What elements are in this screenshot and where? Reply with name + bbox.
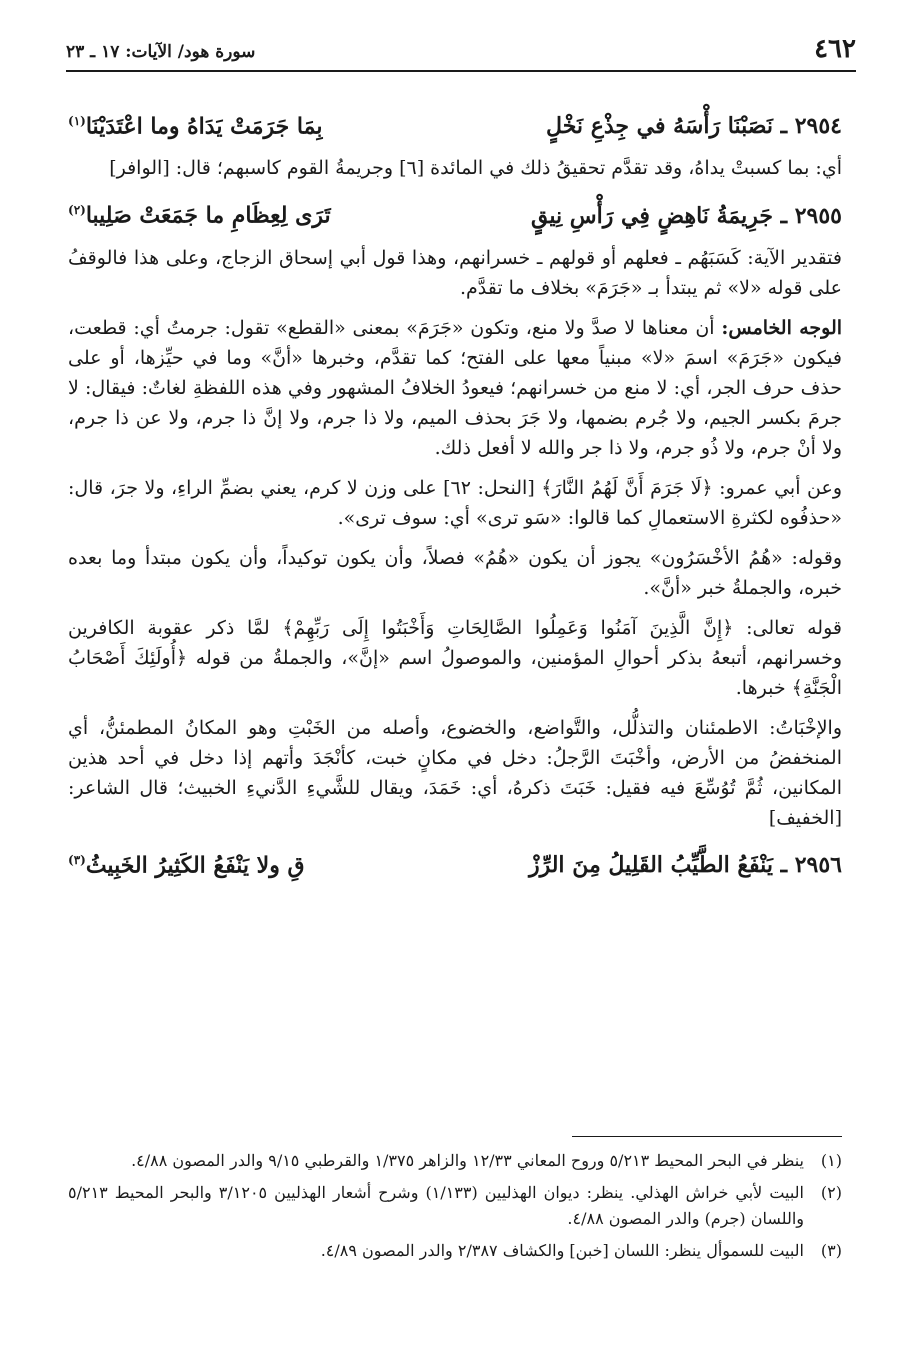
commentary-paragraph bbox=[68, 543, 842, 603]
paragraph-text: قوله تعالى: ﴿إِنَّ الَّذِينَ آمَنُوا وَعَمِلُوا الصَّالِحَاتِ وَأَخْبَتُوا إِلَى رَبِّهِمْ﴾ لمَّا ذكر عقوبة الكافرين وخسرانهم، أتبعهُ بذكر أحوالِ المؤمنين، والموصولُ اسم «إنَّ»، والجملةُ من قوله ﴿أُولَئِكَ أَصْحَابُ الْجَنَّةِ﴾ خبرها. bbox=[68, 616, 842, 699]
paragraph-text: والإخْبَاتُ: الاطمئنان والتذلُّل، والتَّواضع، والخضوع، وأصله من الخَبْتِ وهو المكانُ المطمئنُّ، أي المنخفضُ من الأرض، وأخْبَتَ الرَّجلُ: دخل في مكانٍ خبت، كأنْجَدَ وأتهم إذا دخل في أحد هذين المكانين، ثُمَّ تُوُسِّعَ فيه فقيل: خَبَتَ ذكرهُ، أي: خَمَدَ، ويقال للشَّيءِ الدَّنيءِ الخبيث؛ قال الشاعر: [الخفيف] bbox=[68, 716, 842, 829]
verse-hemistich-first bbox=[546, 109, 842, 143]
commentary-paragraph bbox=[68, 713, 842, 833]
verse-number: ٢٩٥٦ ـ bbox=[780, 851, 842, 878]
commentary-paragraph bbox=[68, 243, 842, 303]
paragraph-text: فتقدير الآية: كَسَبَهُم ـ فعلهم أو قولهم ـ خسرانهم، وهذا قول أبي إسحاق الزجاج، وعلى هذا فالوقفُ على قوله «لا» ثم يبتدأ بـ «جَرَمَ» بخلاف ما تقدَّم. bbox=[68, 246, 842, 299]
footnote-item bbox=[68, 1180, 842, 1232]
footnote-text: البيت للسموأل ينظر: اللسان [خبن] والكشاف ٢/٣٨٧ والدر المصون ٤/٨٩. bbox=[320, 1241, 804, 1260]
footnote-divider bbox=[572, 1136, 842, 1137]
verse-number: ٢٩٥٥ ـ bbox=[780, 202, 842, 229]
footnotes bbox=[68, 1148, 842, 1270]
verse-text: بِمَا جَرَمَتْ يَدَاهُ وما اعْتَدَيْنَا bbox=[85, 113, 323, 140]
footnote-ref: (٣) bbox=[68, 852, 86, 867]
page-body bbox=[68, 100, 842, 892]
poem-verse bbox=[68, 104, 842, 143]
verse-text: جَرِيمَةُ نَاهِضٍ فِي رَأْسِ نِيقٍ bbox=[531, 202, 773, 229]
footnote-item bbox=[68, 1148, 842, 1174]
paragraph-text: أن معناها لا صدَّ ولا منع، وتكون «جَرَمَ» بمعنى «القطع» تقول: جرمتُ أي: قطعت، فيكون «جَرَمَ» اسمَ «لا» مبنياً معها على الفتح؛ كما تقدَّم، وخبرها «أنَّ» وما في حيِّزها، أو على حذف حرف الجر، أي: لا منع من خسرانهم؛ فيعودُ الخلافُ المشهور وفي هذه اللفظةِ لغاتٌ: فيقال: لا جرمَ بكسر الجيم، ولا جُرم بضمها، ولا جَرَ بحذف الميم، ولا ذا جرم، ولا إنَّ ذا جرم، ولا عن ذا جرم، ولا أنْ جرم، ولا ذُو جرم، ولا ذا جر والله لا أفعل ذلك. bbox=[68, 316, 842, 459]
footnote-text: ينظر في البحر المحيط ٥/٢١٣ وروح المعاني ١٢/٣٣ والزاهر ١/٣٧٥ والقرطبي ٩/١٥ والدر المصون ٤/٨٨. bbox=[131, 1151, 804, 1170]
footnote-text: البيت لأبي خراش الهذلي. ينظر: ديوان الهذليين (١/١٣٣) وشرح أشعار الهذليين ٣/١٢٠٥ والبحر المحيط ٥/٢١٣ واللسان (جرم) والدر المصون ٤/٨٨. bbox=[68, 1183, 805, 1228]
page-header bbox=[66, 30, 856, 72]
page-number: ٤٦٢ bbox=[814, 34, 856, 64]
paragraph-text: أي: بما كسبتْ يداهُ، وقد تقدَّم تحقيقُ ذلك في المائدة [٦] وجريمةُ القوم كاسبهم؛ قال: [الوافر] bbox=[109, 157, 842, 180]
verse-hemistich-second bbox=[68, 193, 331, 232]
verse-text: نَصَبْنَا رَأْسَهُ في جِذْعِ نَخْلٍ bbox=[546, 113, 773, 140]
commentary-paragraph bbox=[68, 613, 842, 703]
commentary-paragraph bbox=[68, 313, 842, 463]
footnote-ref: (١) bbox=[68, 114, 86, 128]
verse-hemistich-first bbox=[531, 199, 842, 233]
paragraph-lead: الوجه الخامس: bbox=[721, 316, 843, 339]
footnote-mark: (٢) bbox=[820, 1183, 842, 1202]
verse-hemistich-second bbox=[68, 104, 322, 143]
footnote-mark: (١) bbox=[820, 1151, 842, 1170]
running-title: سورة هود/ الآيات: ١٧ ـ ٢٣ bbox=[66, 42, 256, 62]
verse-text: يَنْفَعُ الطَّيِّبُ القَلِيلُ مِنَ الرِّزْ bbox=[528, 851, 773, 878]
verse-number: ٢٩٥٤ ـ bbox=[780, 113, 842, 140]
footnote-mark: (٣) bbox=[820, 1241, 842, 1260]
paragraph-text: وقوله: «هُمُ الأخْسَرُون» يجوز أن يكون «هُمُ» فصلاً، وأن يكون توكيداً، وأن يكون مبتدأ وما بعده خبره، والجملةُ خبر «أنَّ». bbox=[68, 546, 842, 599]
commentary-paragraph bbox=[68, 473, 842, 533]
verse-text: قِ ولا يَنْفَعُ الكَثِيرُ الخَبِيثُ bbox=[85, 851, 305, 878]
commentary-paragraph bbox=[68, 153, 842, 183]
poem-verse bbox=[68, 843, 842, 882]
verse-hemistich-second bbox=[68, 843, 305, 882]
paragraph-text: وعن أبي عمرو: ﴿لَا جَرَمَ أَنَّ لَهُمُ النَّارَ﴾ [النحل: ٦٢] على وزن لا كرم، يعني بضمِّ الراءِ، ولا جرَ، قال: «حذفُوه لكثرةِ الاستعمالِ كما قالوا: «سَو ترى» أي: سوف ترى». bbox=[68, 476, 843, 529]
verse-text: تَرَى لِعِظَامِ ما جَمَعَتْ صَلِيبا bbox=[85, 202, 331, 229]
poem-verse bbox=[68, 193, 842, 232]
verse-hemistich-first bbox=[529, 848, 842, 882]
footnote-ref: (٢) bbox=[68, 203, 86, 218]
footnote-item bbox=[68, 1238, 842, 1264]
